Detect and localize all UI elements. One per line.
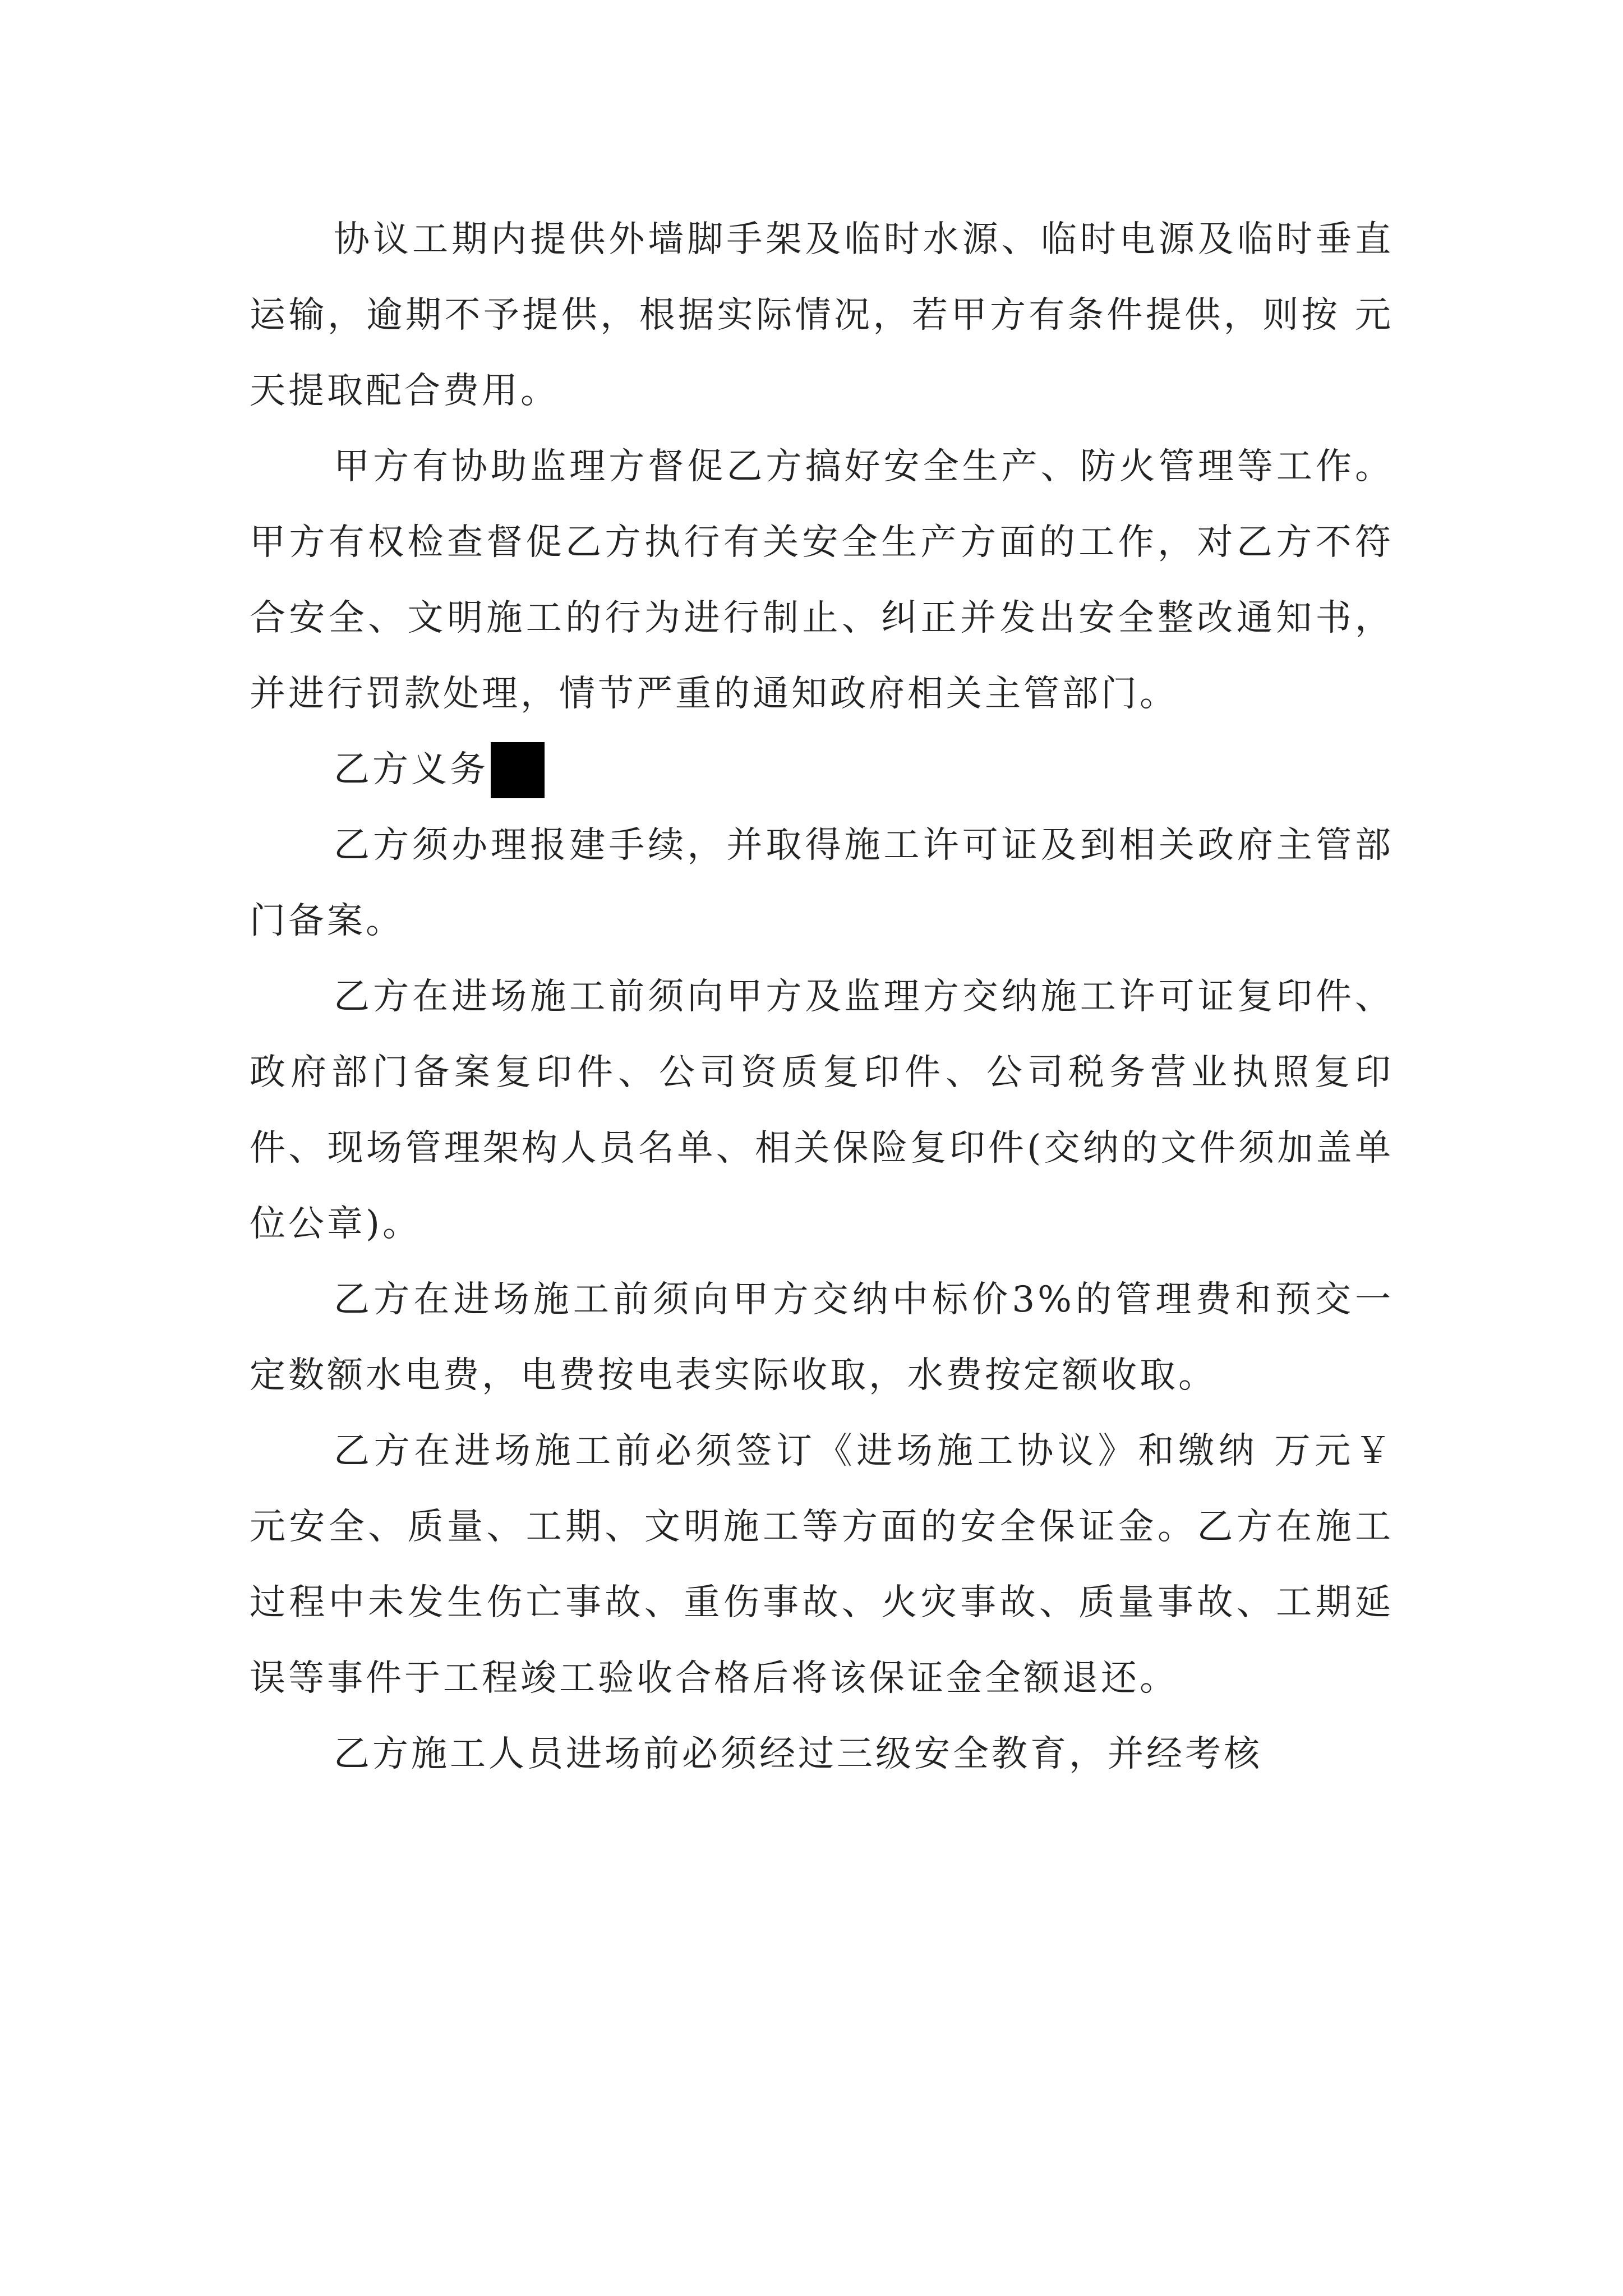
paragraph-documents: 乙方在进场施工前须向甲方及监理方交纳施工许可证复印件、政府部门备案复印件、公司资质复印件、公司税务营业执照复印件、现场管理架构人员名单、相关保险复印件(交纳的文件须加盖单位公章)。 [250,976,1394,1245]
paragraph-management-fee: 乙方在进场施工前须向甲方交纳中标价3%的管理费和预交一定数额水电费，电费按电表实际收取，水费按定额收取。 [250,1279,1394,1396]
redaction-block [491,742,545,798]
paragraph-supply-terms: 协议工期内提供外墙脚手架及临时水源、临时电源及临时垂直运输，逾期不予提供，根据实际情况，若甲方有条件提供，则按 元天提取配合费用。 [250,219,1394,412]
section-heading-party-b-obligations [250,732,1394,808]
paragraph-safety-education: 乙方施工人员进场前必须经过三级安全教育，并经考核 [334,1733,1262,1775]
document-body [250,202,1394,1792]
paragraph-safety-supervision: 甲方有协助监理方督促乙方搞好安全生产、防火管理等工作。甲方有权检查督促乙方执行有关安全生产方面的工作，对乙方不符合安全、文明施工的行为进行制止、纠正并发出安全整改通知书，并进行罚款处理，情节严重的通知政府相关主管部门。 [250,446,1394,715]
paragraph-permits: 乙方须办理报建手续，并取得施工许可证及到相关政府主管部门备案。 [250,825,1394,942]
section-heading-text: 乙方义务 [334,749,488,790]
paragraph-security-deposit: 乙方在进场施工前必须签订《进场施工协议》和缴纳 万元￥ 元安全、质量、工期、文明施工等方面的安全保证金。乙方在施工过程中未发生伤亡事故、重伤事故、火灾事故、质量事故、工期延误等事件于工程竣工验收合格后将该保证金全额退还。 [250,1430,1394,1699]
